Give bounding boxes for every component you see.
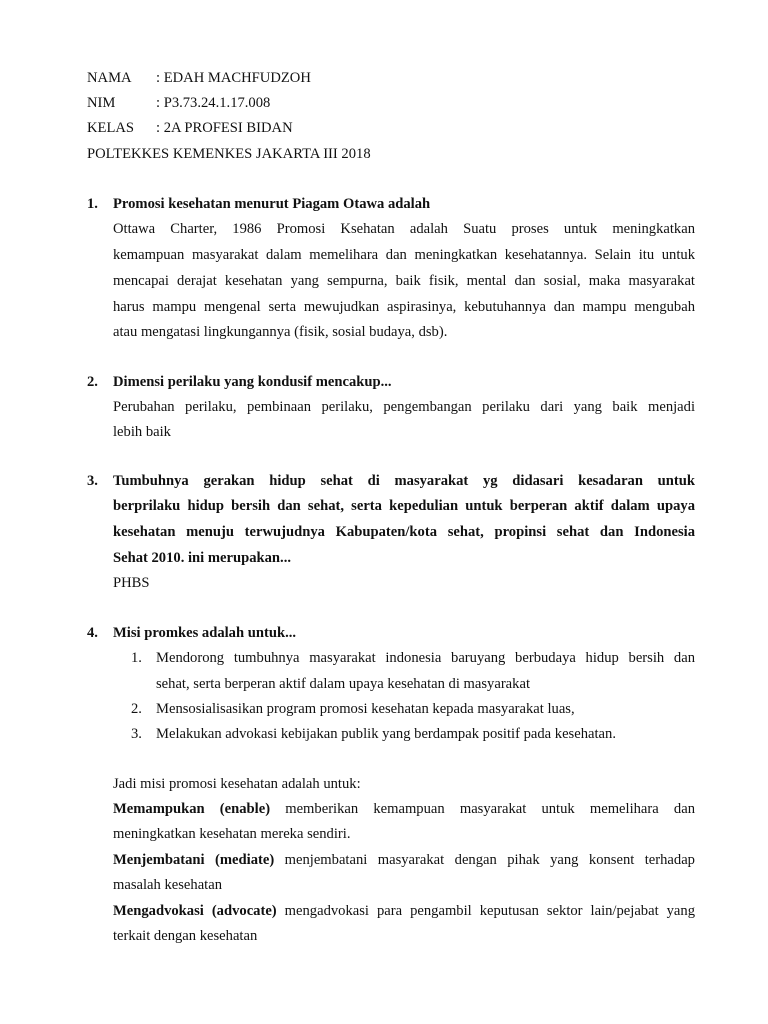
q1-answer-line-4: harus mampu mengenal serta mewujudkan aspirasinya, kebutuhannya dan mampu mengubah: [113, 299, 695, 315]
q1-answer-line-3: mencapai derajat kesehatan yang sempurna, baik fisik, mental dan sosial, maka masyarakat: [113, 273, 695, 289]
q1-question: Promosi kesehatan menurut Piagam Otawa adalah: [113, 196, 431, 212]
q4-item-3-number: 3.: [131, 726, 142, 742]
q4-point-1-line-1: [113, 800, 695, 818]
q4-summary-intro: Jadi misi promosi kesehatan adalah untuk:: [113, 776, 361, 792]
q2-answer-line-2: lebih baik: [113, 424, 171, 440]
q4-point-2-line-2: masalah kesehatan: [113, 877, 222, 893]
kelas-label: KELAS: [87, 120, 135, 136]
q4-point-2-line-1: [113, 851, 695, 869]
q4-point-2-term: Menjembatani (mediate): [113, 852, 275, 868]
q4-item-2-line-1: Mensosialisasikan program promosi kesehatan kepada masyarakat luas,: [156, 701, 575, 717]
q4-item-2-number: 2.: [131, 701, 142, 717]
q4-point-2-text: menjembatani masyarakat dengan pihak yang konsent terhadap: [274, 852, 695, 868]
q2-question: Dimensi perilaku yang kondusif mencakup...: [113, 374, 392, 390]
q4-question: Misi promkes adalah untuk...: [113, 625, 297, 641]
q4-item-1-number: 1.: [131, 650, 142, 666]
q4-number: 4.: [87, 625, 98, 641]
q4-point-3-text: mengadvokasi para pengambil keputusan sektor lain/pejabat yang: [276, 903, 695, 919]
q4-point-1-line-2: meningkatkan kesehatan mereka sendiri.: [113, 826, 351, 842]
q4-item-3-line-1: Melakukan advokasi kebijakan publik yang berdampak positif pada kesehatan.: [156, 726, 616, 742]
nama-label: NAMA: [87, 70, 132, 86]
institution-line: POLTEKKES KEMENKES JAKARTA III 2018: [87, 146, 371, 162]
q4-point-1-term: Memampukan (enable): [113, 801, 271, 817]
q3-number: 3.: [87, 473, 98, 489]
q4-point-3-term: Mengadvokasi (advocate): [113, 903, 277, 919]
q1-answer-line-1: Ottawa Charter, 1986 Promosi Ksehatan adalah Suatu proses untuk meningkatkan: [113, 221, 695, 237]
q3-answer: PHBS: [113, 575, 150, 591]
q3-question-line-4: Sehat 2010. ini merupakan...: [113, 550, 291, 566]
q2-number: 2.: [87, 374, 98, 390]
q4-point-3-line-2: terkait dengan kesehatan: [113, 928, 258, 944]
q1-answer-line-2: kemampuan masyarakat dalam memelihara dan meningkatkan kesehatannya. Selain itu untuk: [113, 247, 695, 263]
nama-value: : EDAH MACHFUDZOH: [156, 70, 311, 86]
q3-question-line-1: Tumbuhnya gerakan hidup sehat di masyarakat yg didasari kesadaran untuk: [113, 473, 695, 489]
q4-item-1-line-2: sehat, serta berperan aktif dalam upaya kesehatan di masyarakat: [156, 676, 530, 692]
q2-answer-line-1: Perubahan perilaku, pembinaan perilaku, pengembangan perilaku dari yang baik menjadi: [113, 399, 695, 415]
q4-item-1-line-1: Mendorong tumbuhnya masyarakat indonesia baruyang berbudaya hidup bersih dan: [156, 650, 695, 666]
q1-answer-line-5: atau mengatasi lingkungannya (fisik, sosial budaya, dsb).: [113, 324, 448, 340]
q3-question-line-2: berprilaku hidup bersih dan sehat, serta kepedulian untuk berperan aktif dalam upaya: [113, 498, 695, 514]
kelas-value: : 2A PROFESI BIDAN: [156, 120, 293, 136]
q4-point-1-text: memberikan kemampuan masyarakat untuk memelihara dan: [270, 801, 695, 817]
q1-number: 1.: [87, 196, 98, 212]
q3-question-line-3: kesehatan menuju terwujudnya Kabupaten/kota sehat, propinsi sehat dan Indonesia: [113, 524, 695, 540]
nim-value: : P3.73.24.1.17.008: [156, 95, 271, 111]
nim-label: NIM: [87, 95, 116, 111]
q4-point-3-line-1: [113, 902, 695, 920]
